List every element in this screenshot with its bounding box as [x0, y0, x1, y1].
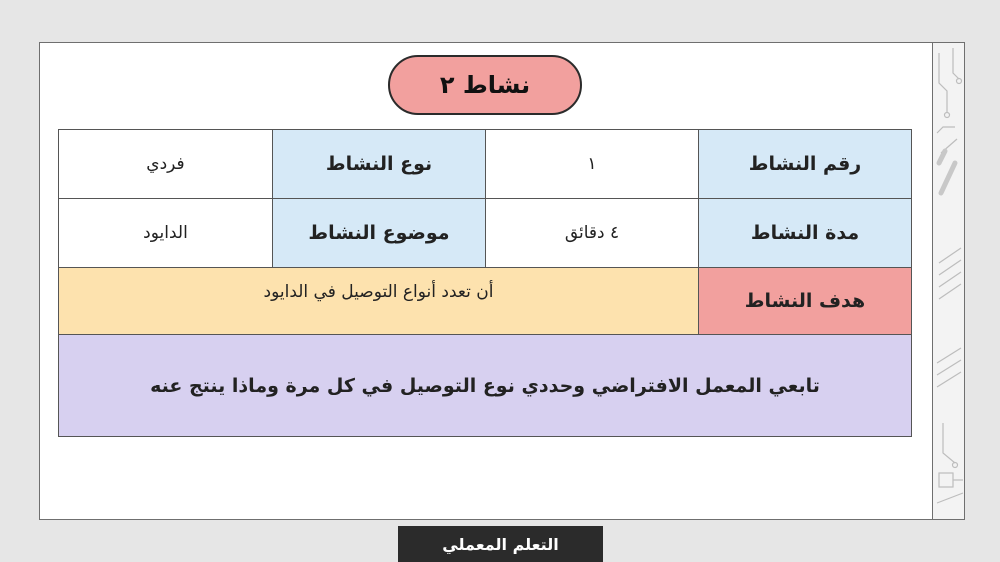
- table-row: [59, 130, 912, 199]
- activity-duration-value: ٤ دقائق: [486, 199, 699, 268]
- activity-goal-text: أن تعدد أنواع التوصيل في الدايود: [263, 282, 494, 302]
- activity-number-value: ١: [486, 130, 699, 199]
- activity-type-label: نوع النشاط: [273, 130, 486, 199]
- table-row: [59, 199, 912, 268]
- activity-duration-label: مدة النشاط: [699, 199, 912, 268]
- activity-title: نشاط ٢: [388, 55, 582, 115]
- circuit-pattern-icon: [933, 42, 965, 520]
- activity-goal-value: [59, 268, 699, 335]
- activity-topic-label: موضوع النشاط: [273, 199, 486, 268]
- activity-info-table: [58, 129, 912, 437]
- activity-goal-label: هدف النشاط: [699, 268, 912, 335]
- table-row: [59, 335, 912, 437]
- activity-number-label: رقم النشاط: [699, 130, 912, 199]
- activity-type-value: فردي: [59, 130, 273, 199]
- activity-instruction: تابعي المعمل الافتراضي وحددي نوع التوصيل في كل مرة وماذا ينتج عنه: [59, 335, 912, 437]
- table-row: [59, 268, 912, 335]
- activity-topic-value: الدايود: [59, 199, 273, 268]
- footer-label: التعلم المعملي: [398, 526, 603, 562]
